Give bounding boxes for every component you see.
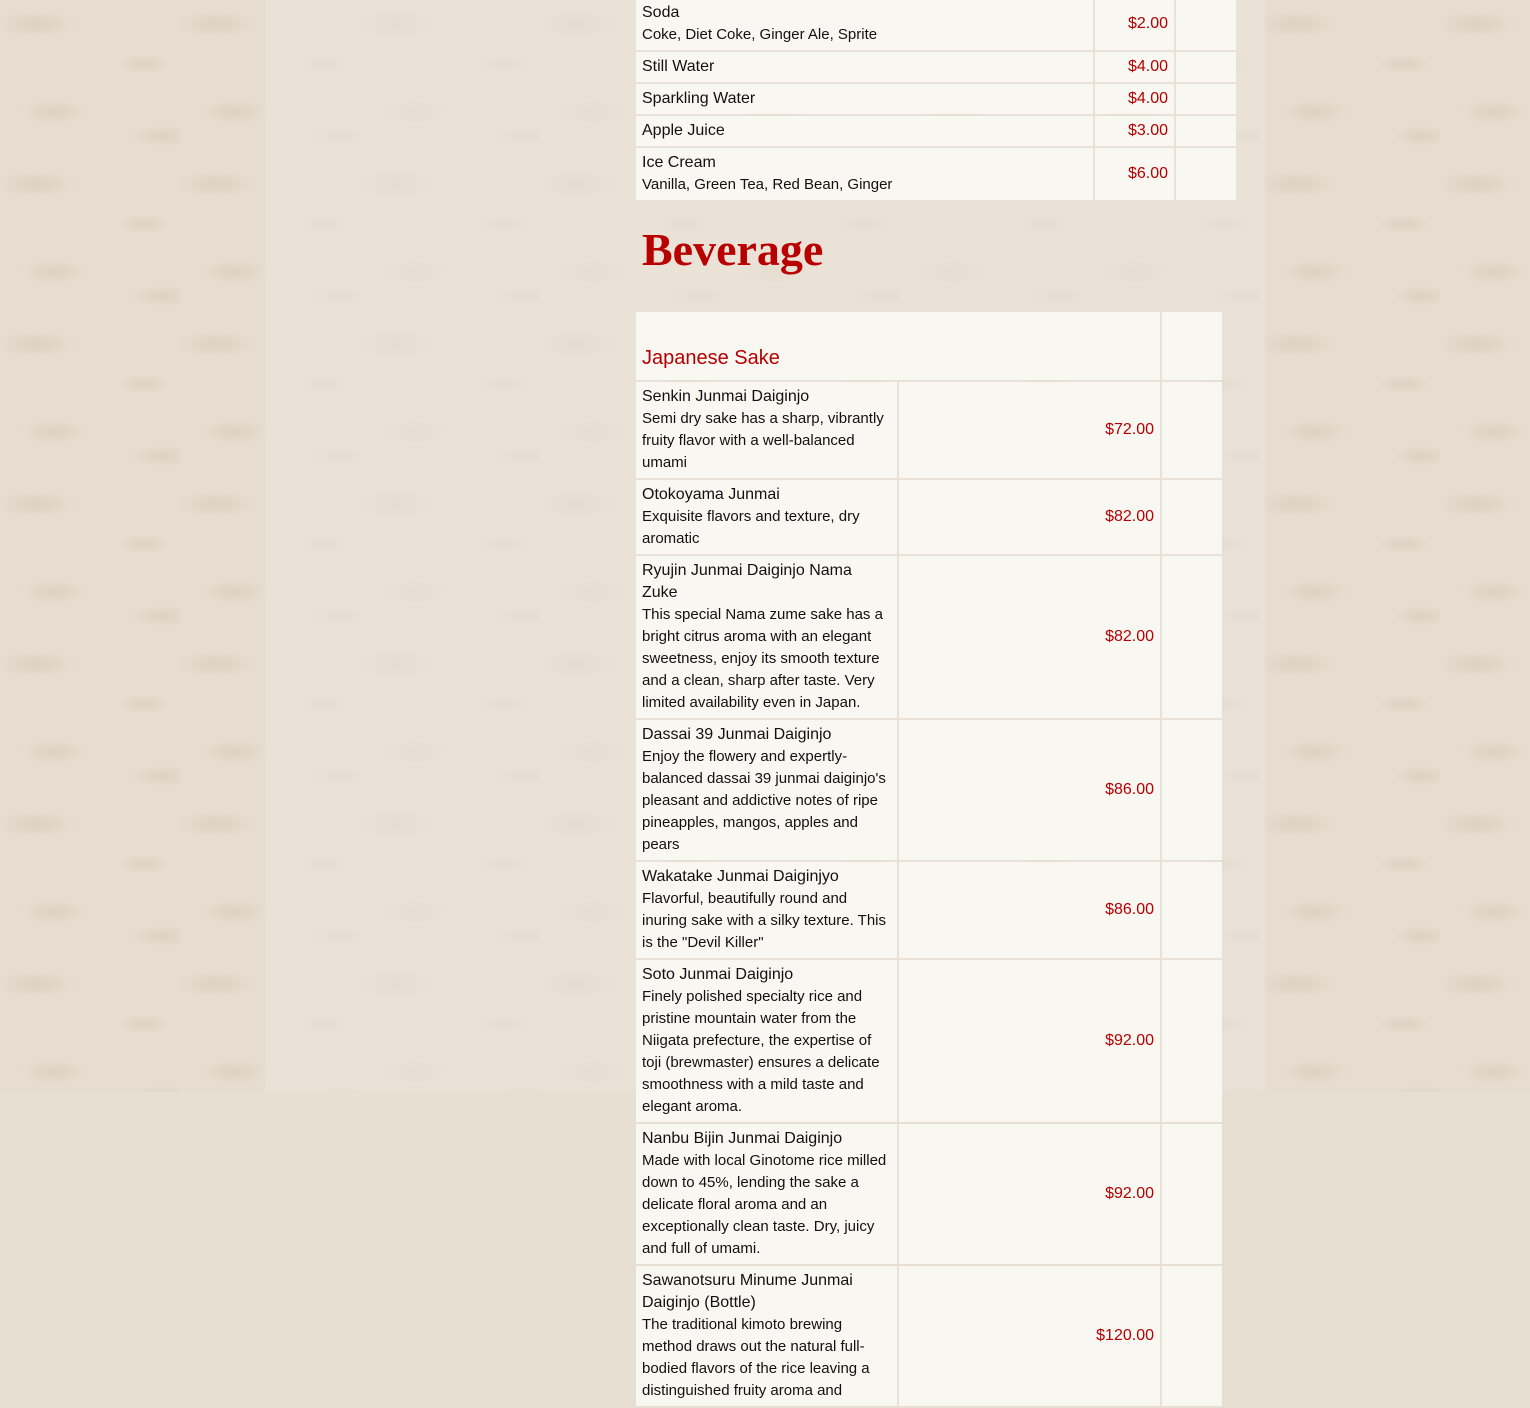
item-price: $6.00 [1095,148,1176,200]
menu-item-row [636,720,1222,860]
item-price: $2.00 [1095,0,1176,50]
item-description: Flavorful, beautifully round and inuring sake with a silky texture. This is the "Devil Killer" [642,890,886,951]
item-description: Semi dry sake has a sharp, vibrantly fruity flavor with a well-balanced umami [642,410,884,471]
item-info [636,116,1095,146]
item-price: $3.00 [1095,116,1176,146]
blank-cell [1162,480,1222,554]
item-description: This special Nama zume sake has a bright citrus aroma with an elegant sweetness, enjoy its smooth texture and a clean, sharp after taste. Very limited availability even in Japan. [642,606,883,711]
item-info [636,382,899,478]
menu-item-row [636,116,1236,146]
item-name: Soto Junmai Daiginjo [642,966,794,983]
item-info [636,862,899,958]
item-info [636,960,899,1122]
blank-cell [1176,0,1236,50]
blank-cell [1162,720,1222,860]
item-description: Exquisite flavors and texture, dry aromatic [642,508,860,547]
item-description: Finely polished specialty rice and pristine mountain water from the Niigata prefecture, the expertise of toji (brewmaster) ensures a delicate smoothness with a mild taste and elegant aroma. [642,988,880,1115]
item-info [636,84,1095,114]
item-info [636,0,1095,50]
item-name: Nanbu Bijin Junmai Daiginjo [642,1130,843,1147]
item-price: $82.00 [899,556,1162,718]
menu-item-row [636,0,1236,50]
blank-cell [1162,1124,1222,1264]
menu-item-row [636,1124,1222,1264]
blank-cell [1162,1266,1222,1406]
item-price: $86.00 [899,720,1162,860]
item-name: Ice Cream [642,154,716,171]
item-price: $4.00 [1095,84,1176,114]
item-price: $4.00 [1095,52,1176,82]
item-description: Made with local Ginotome rice milled down to 45%, lending the sake a delicate floral aroma and an exceptionally clean taste. Dry, juicy and full of umami. [642,1152,887,1257]
menu-item-row [636,148,1236,200]
item-price: $92.00 [899,960,1162,1122]
menu-item-row [636,52,1236,82]
item-info [636,148,1095,200]
blank-cell [1162,382,1222,478]
item-price: $120.00 [899,1266,1162,1406]
item-name: Dassai 39 Junmai Daiginjo [642,726,832,743]
blank-cell [1162,312,1222,380]
blank-cell [1176,52,1236,82]
blank-cell [1162,862,1222,958]
menu-item-row [636,382,1222,478]
item-price: $92.00 [899,1124,1162,1264]
item-name: Senkin Junmai Daiginjo [642,388,810,405]
item-info [636,1266,899,1406]
item-name: Ryujin Junmai Daiginjo Nama Zuke [642,562,852,601]
blank-cell [1176,84,1236,114]
item-info [636,1124,899,1264]
item-description: Vanilla, Green Tea, Red Bean, Ginger [642,176,893,193]
sake-table [636,310,1222,1408]
menu-item-row [636,480,1222,554]
blank-cell [1176,148,1236,200]
item-info [636,480,899,554]
item-info [636,720,899,860]
menu-item-row [636,960,1222,1122]
item-info [636,556,899,718]
item-description: Enjoy the flowery and expertly-balanced dassai 39 junmai daiginjo's pleasant and addictive notes of ripe pineapples, mangos, apples and pears [642,748,886,853]
item-info [636,52,1095,82]
item-price: $82.00 [899,480,1162,554]
menu-container [636,0,1222,1408]
menu-item-row [636,84,1236,114]
menu-item-row [636,1266,1222,1406]
item-description: Coke, Diet Coke, Ginger Ale, Sprite [642,26,878,43]
item-description: The traditional kimoto brewing method draws out the natural full-bodied flavors of the rice leaving a distinguished fruity aroma and [642,1316,870,1399]
section-title: Beverage [642,224,824,275]
item-price: $72.00 [899,382,1162,478]
menu-item-row [636,862,1222,958]
item-price: $86.00 [899,862,1162,958]
subsection-title: Japanese Sake [636,312,1162,380]
blank-cell [1176,116,1236,146]
item-name: Soda [642,4,680,21]
item-name: Sawanotsuru Minume Junmai Daiginjo (Bottle) [642,1272,853,1311]
blank-cell [1162,960,1222,1122]
subsection-row [636,312,1222,380]
blank-cell [1162,556,1222,718]
item-name: Sparkling Water [642,90,756,107]
item-name: Wakatake Junmai Daiginjyo [642,868,839,885]
item-name: Apple Juice [642,122,725,139]
item-name: Still Water [642,58,715,75]
menu-item-row [636,556,1222,718]
item-name: Otokoyama Junmai [642,486,780,503]
drinks-table [636,0,1236,202]
